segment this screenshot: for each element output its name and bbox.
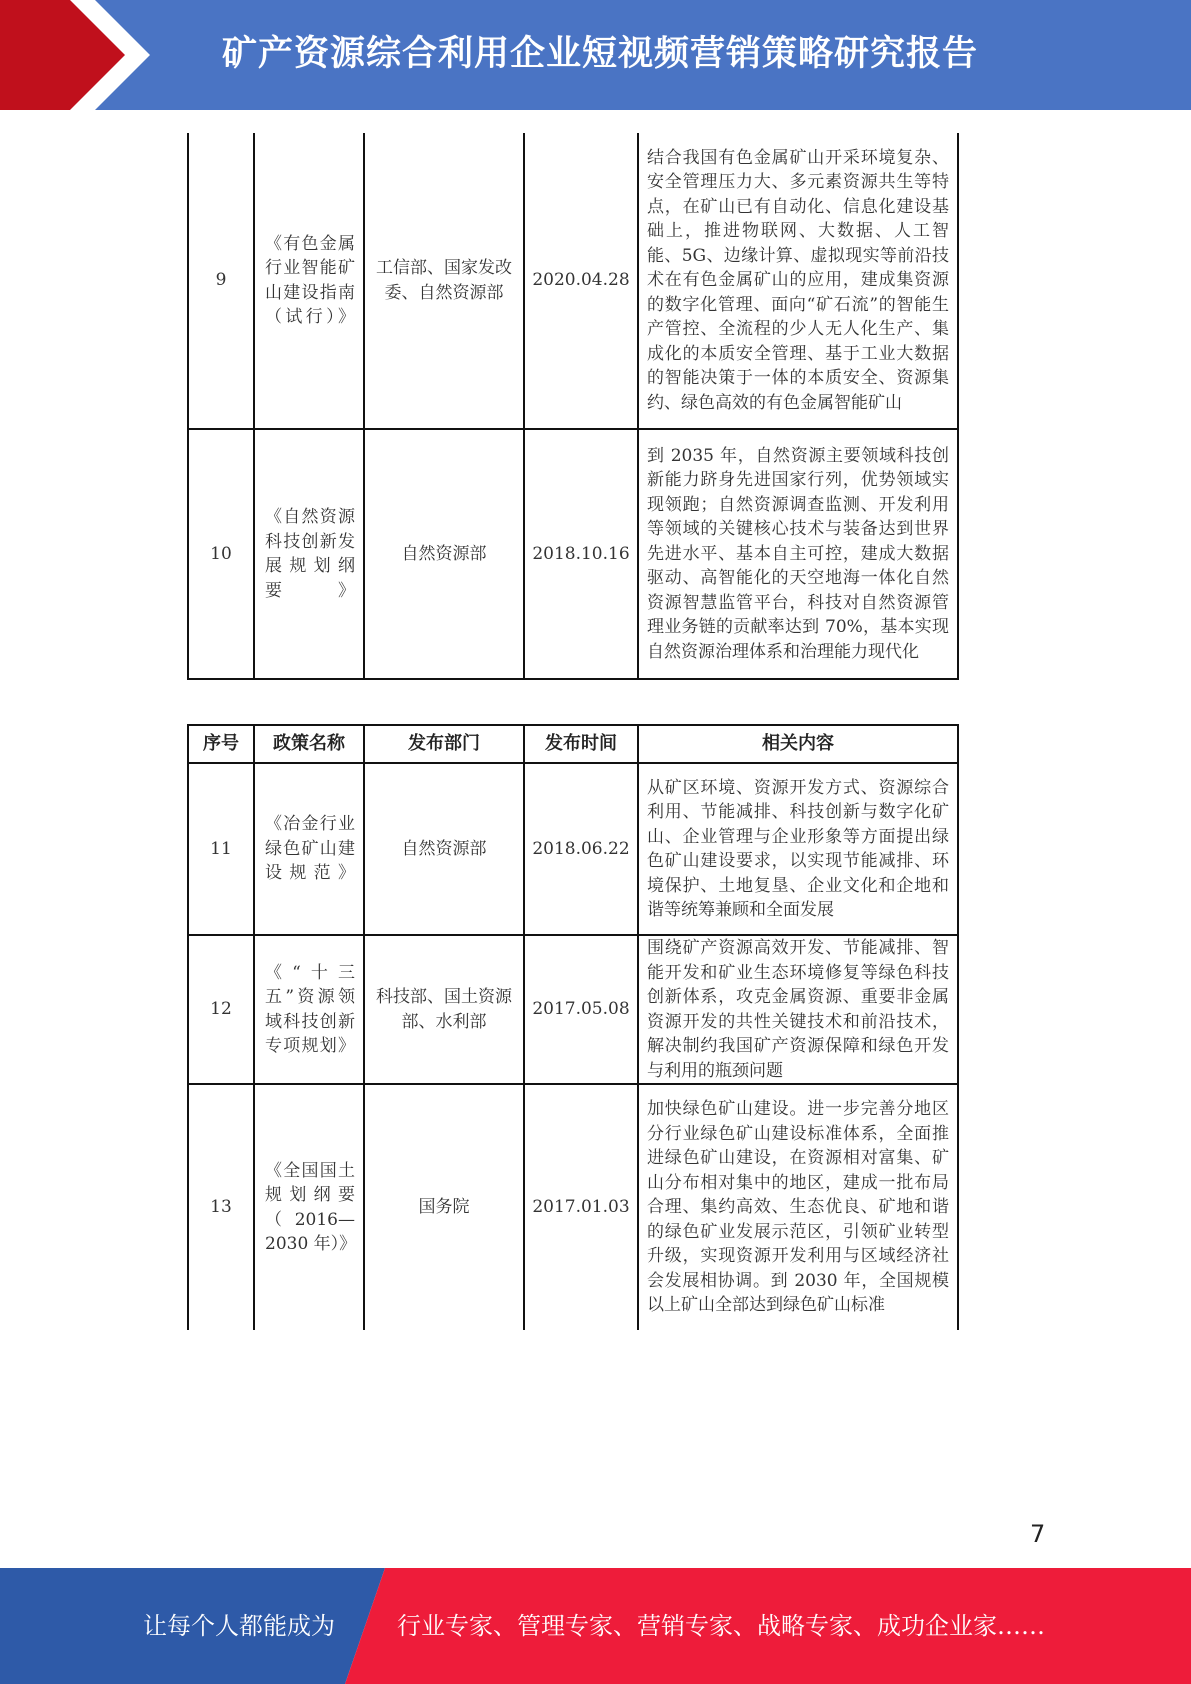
- footer-slogan-left: 让每个人都能成为: [143, 1612, 335, 1640]
- cell-date: 2017.05.08: [524, 935, 638, 1084]
- table-row: [188, 935, 958, 1084]
- cell-content: 结合我国有色金属矿山开采环境复杂、安全管理压力大、多元素资源共生等特点，在矿山已有自动化、信息化建设基础上，推进物联网、大数据、人工智能、5G、边缘计算、虚拟现实等前沿技术在有色金属矿山的应用，建成集资源的数字化管理、面向“矿石流”的智能生产管控、全流程的少人无人化生产、集成化的本质安全管理、基于工业大数据的智能决策于一体的本质安全、资源集约、绿色高效的有色金属智能矿山: [638, 133, 958, 429]
- cell-policy-name: 《冶金行业绿色矿山建设规范》: [254, 763, 364, 935]
- cell-number: 13: [188, 1084, 254, 1330]
- cell-date: 2018.10.16: [524, 429, 638, 679]
- header-policy-name: 政策名称: [254, 725, 364, 763]
- cell-number: 10: [188, 429, 254, 679]
- cell-content: 从矿区环境、资源开发方式、资源综合利用、节能减排、科技创新与数字化矿山、企业管理与企业形象等方面提出绿色矿山建设要求，以实现节能减排、环境保护、土地复垦、企业文化和企地和谐等统筹兼顾和全面发展: [638, 763, 958, 935]
- cell-content: 到 2035 年，自然资源主要领域科技创新能力跻身先进国家行列，优势领域实现领跑；自然资源调查监测、开发利用等领域的关键核心技术与装备达到世界先进水平、基本自主可控，建成大数据驱动、高智能化的天空地海一体化自然资源智慧监管平台，科技对自然资源管理业务链的贡献率达到 70%，基本实现自然资源治理体系和治理能力现代化: [638, 429, 958, 679]
- cell-policy-name: 《有色金属行业智能矿山建设指南（试行）》: [254, 133, 364, 429]
- page-number: 7: [1030, 1520, 1046, 1548]
- cell-department: 工信部、国家发改委、自然资源部: [364, 133, 524, 429]
- cell-department: 国务院: [364, 1084, 524, 1330]
- header-department: 发布部门: [364, 725, 524, 763]
- cell-content: 加快绿色矿山建设。进一步完善分地区分行业绿色矿山建设标准体系，全面推进绿色矿山建设，在资源相对富集、矿山分布相对集中的地区，建成一批布局合理、集约高效、生态优良、矿地和谐的绿色矿业发展示范区，引领矿业转型升级，实现资源开发利用与区域经济社会发展相协调。到 2030 年，全国规模以上矿山全部达到绿色矿山标准: [638, 1084, 958, 1330]
- cell-policy-name: 《全国国土规划纲要（2016—2030 年）》: [254, 1084, 364, 1330]
- table-row: [188, 133, 958, 429]
- cell-department: 自然资源部: [364, 763, 524, 935]
- cell-date: 2017.01.03: [524, 1084, 638, 1330]
- page-header: [0, 0, 1191, 110]
- table-row: [188, 763, 958, 935]
- cell-department: 自然资源部: [364, 429, 524, 679]
- header-number: 序号: [188, 725, 254, 763]
- cell-policy-name: 《“十三五”资源领域科技创新专项规划》: [254, 935, 364, 1084]
- policy-table: [187, 724, 959, 1330]
- page-footer: [0, 1568, 1191, 1684]
- cell-date: 2018.06.22: [524, 763, 638, 935]
- cell-number: 11: [188, 763, 254, 935]
- cell-content: 围绕矿产资源高效开发、节能减排、智能开发和矿业生态环境修复等绿色科技创新体系，攻克金属资源、重要非金属资源开发的共性关键技术和前沿技术，解决制约我国矿产资源保障和绿色开发与利用的瓶颈问题: [638, 935, 958, 1084]
- policy-table-continued: [187, 133, 959, 680]
- cell-number: 12: [188, 935, 254, 1084]
- footer-slogan-right: 行业专家、管理专家、营销专家、战略专家、成功企业家……: [397, 1612, 1045, 1640]
- cell-policy-name: 《自然资源科技创新发展规划纲要》: [254, 429, 364, 679]
- header-arrow-decoration: [0, 0, 160, 110]
- table-row: [188, 429, 958, 679]
- cell-date: 2020.04.28: [524, 133, 638, 429]
- table-row: [188, 1084, 958, 1330]
- table-header-row: [188, 725, 958, 763]
- document-title: 矿产资源综合利用企业短视频营销策略研究报告: [222, 34, 979, 74]
- header-date: 发布时间: [524, 725, 638, 763]
- cell-number: 9: [188, 133, 254, 429]
- header-content: 相关内容: [638, 725, 958, 763]
- cell-department: 科技部、国土资源部、水利部: [364, 935, 524, 1084]
